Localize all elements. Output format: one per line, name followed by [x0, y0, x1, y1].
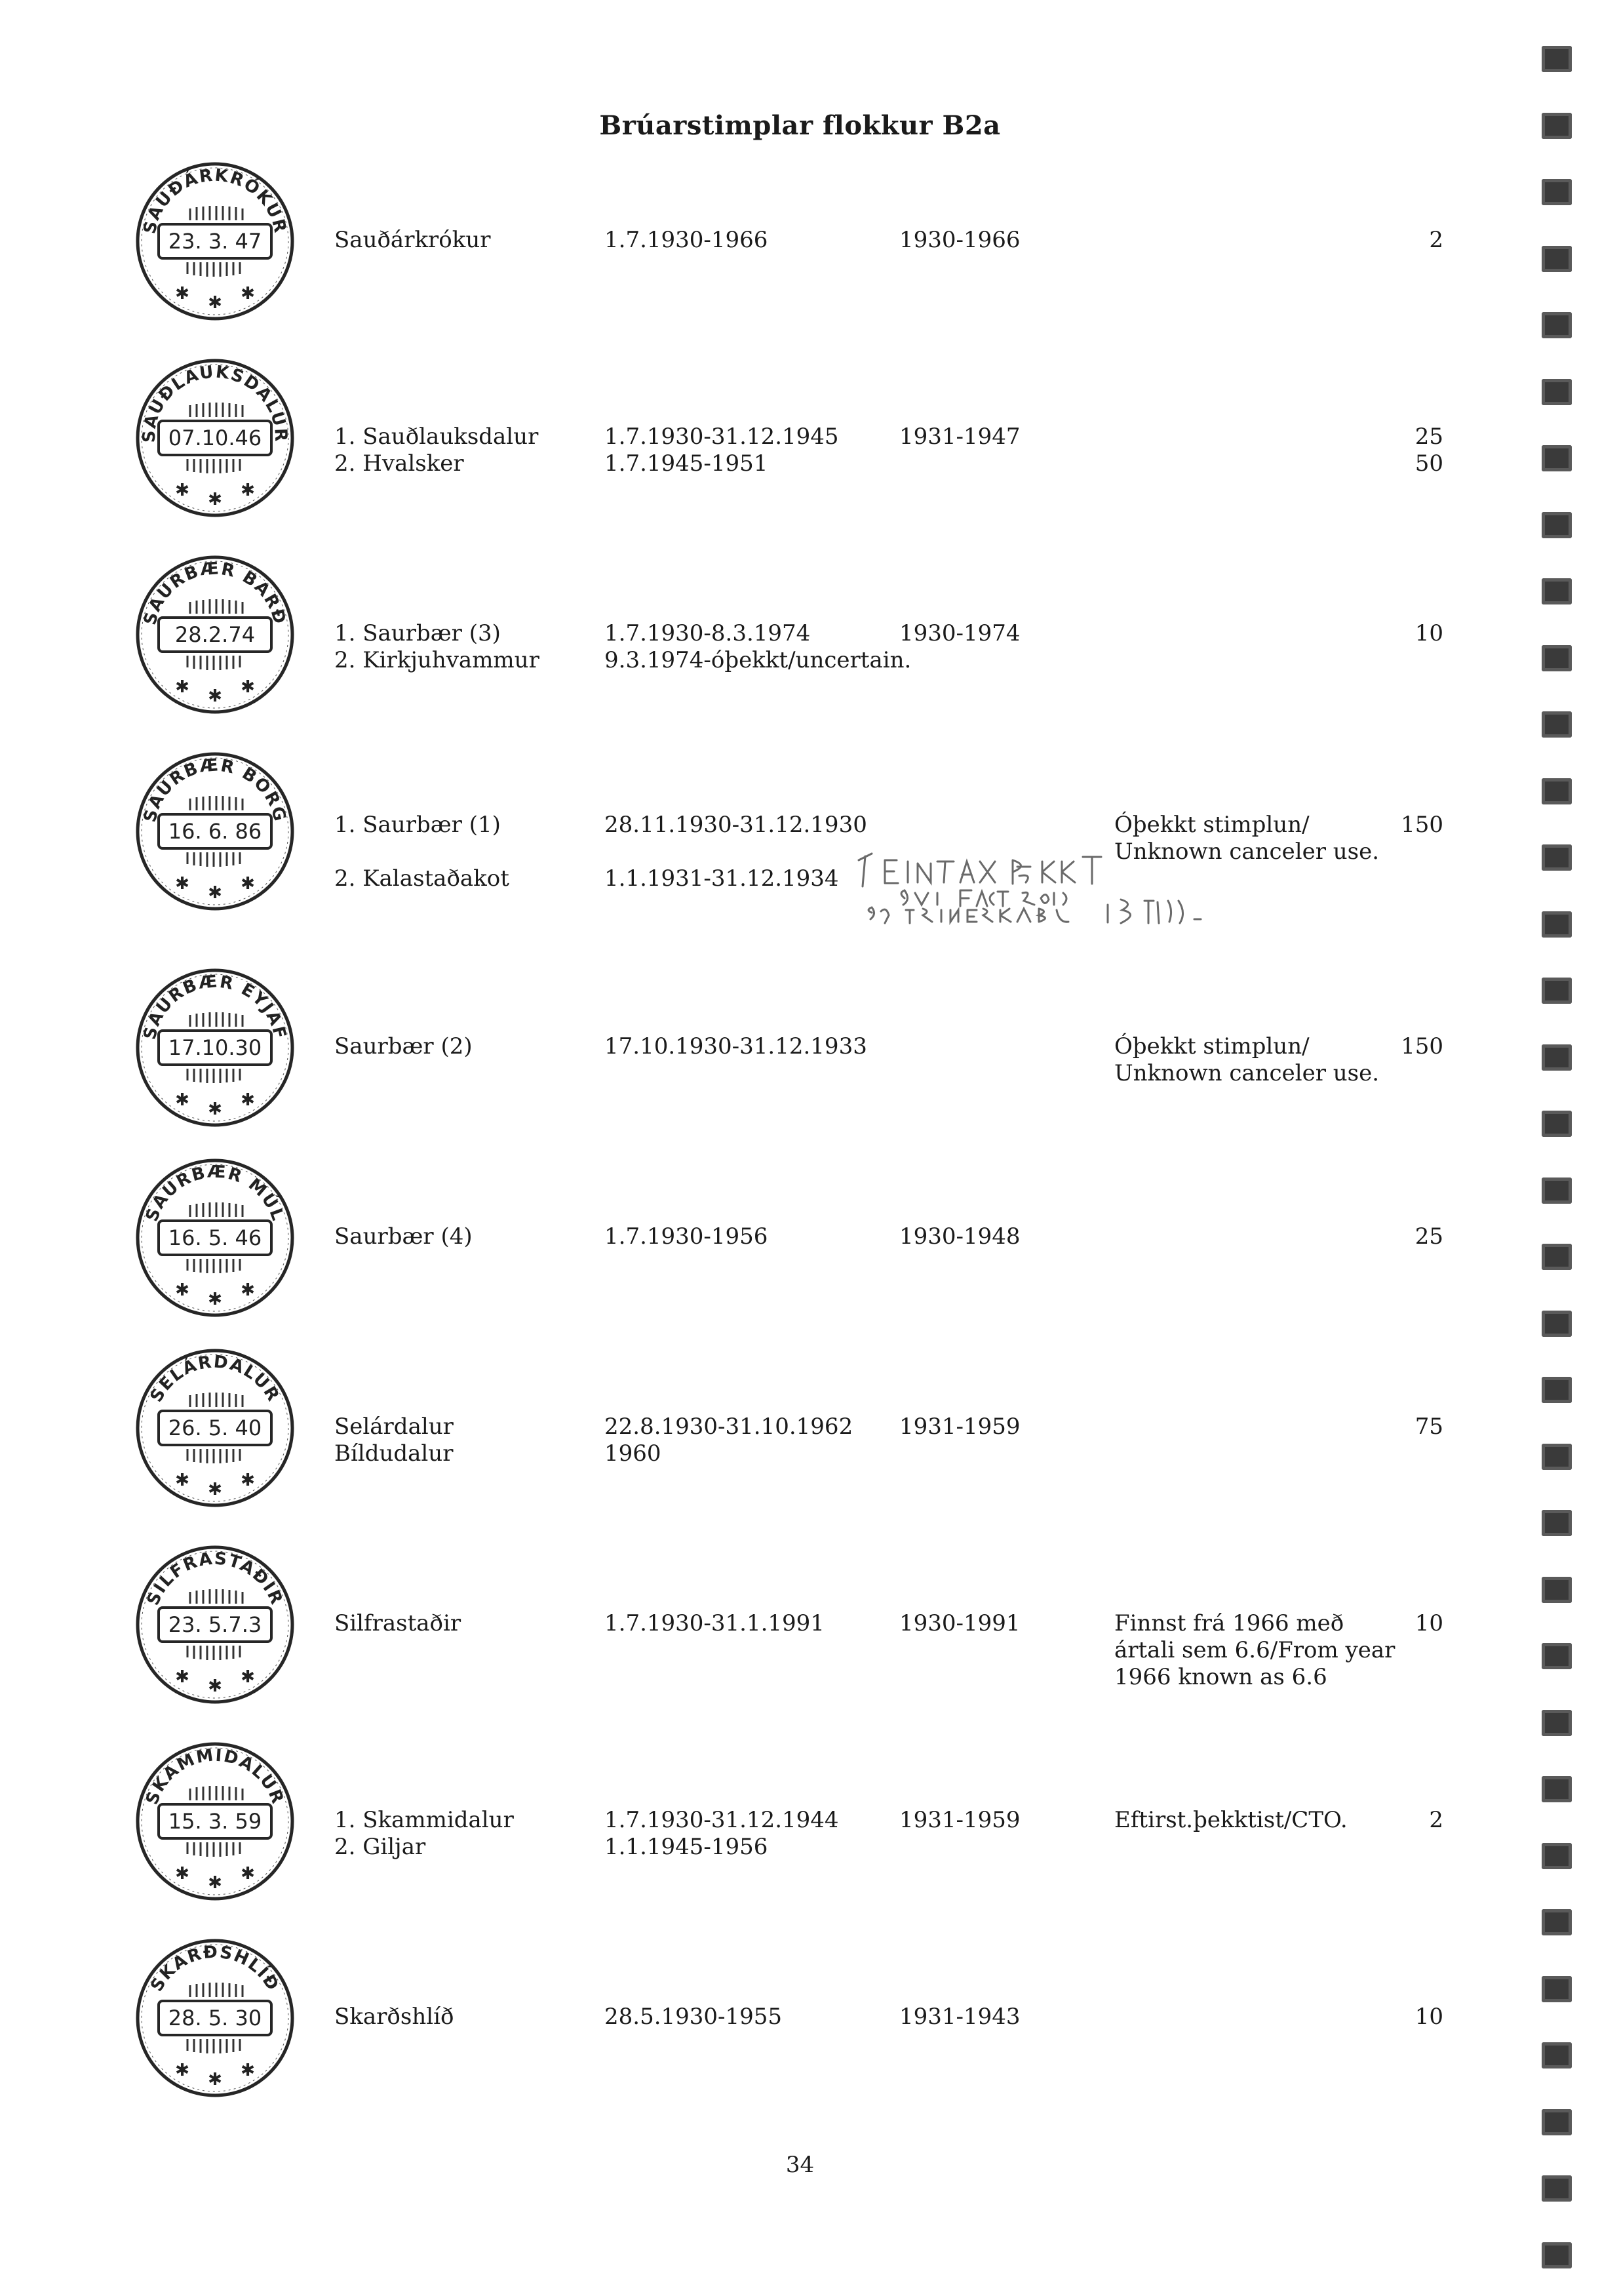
remark: Eftirst.þekktist/CTO.: [1114, 1807, 1348, 1833]
remark: Óþekkt stimplun/: [1114, 812, 1310, 838]
svg-text:SKARÐSHLÍÐ: [147, 1942, 283, 1994]
stamp-place-name: SAURBÆR BARÐ: [140, 559, 290, 627]
postmark-stamp-image: [130, 1343, 300, 1513]
usage-period: 1.7.1930-31.12.1944: [604, 1807, 839, 1833]
postmark-stamp-image: [130, 746, 300, 917]
svg-text:✱: ✱: [208, 1290, 222, 1309]
known-years: 1930-1966: [899, 227, 1021, 253]
binding-hole: [1542, 1909, 1572, 1935]
svg-text:✱: ✱: [175, 1090, 189, 1110]
svg-text:✱: ✱: [175, 481, 189, 500]
usage-period: 1.7.1945-1951: [604, 450, 768, 477]
svg-text:✱: ✱: [241, 2061, 255, 2080]
svg-text:✱: ✱: [175, 1471, 189, 1490]
page-title: Brúarstimplar flokkur B2a: [599, 110, 1001, 141]
stamp-place-name: SKAMMIDALUR: [142, 1745, 288, 1808]
usage-period: 1.1.1931-31.12.1934: [604, 865, 839, 892]
usage-period: 1.7.1930-1966: [604, 227, 768, 253]
known-years: 1931-1947: [899, 424, 1021, 450]
binding-hole: [1542, 179, 1572, 205]
stamp-entry: [0, 549, 1600, 746]
handwritten-annotation: [846, 827, 1213, 926]
stamp-entry: [0, 1539, 1600, 1736]
binding-hole: [1542, 711, 1572, 738]
page-number: 34: [785, 2152, 815, 2178]
svg-text:✱: ✱: [241, 1471, 255, 1490]
post-office-name: Saurbær (4): [334, 1223, 473, 1250]
svg-text:✱: ✱: [208, 1873, 222, 1893]
stamp-date: 28. 5. 30: [168, 2006, 262, 2030]
known-years: 1931-1959: [899, 1414, 1021, 1440]
binding-hole: [1542, 1377, 1572, 1403]
usage-period: 22.8.1930-31.10.1962: [604, 1414, 853, 1440]
binding-hole: [1542, 645, 1572, 671]
catalogue-value: 150: [1401, 1033, 1443, 1059]
stamp-place-name: SAUÐLAUKSDALUR: [139, 362, 291, 443]
binding-hole: [1542, 2109, 1572, 2135]
catalogue-value: 2: [1429, 1807, 1443, 1833]
post-office-name: 1. Saurbær (3): [334, 620, 501, 646]
binding-hole: [1542, 978, 1572, 1004]
usage-period: 28.11.1930-31.12.1930: [604, 812, 867, 838]
catalogue-value: 150: [1401, 812, 1443, 838]
remark: Unknown canceler use.: [1114, 1060, 1380, 1086]
svg-text:SAURBÆR MÚL: [142, 1162, 288, 1225]
svg-text:✱: ✱: [208, 2070, 222, 2089]
postmark-stamp-image: [130, 1736, 300, 1907]
stamp-place-name: SAURBÆR BORG: [140, 755, 290, 825]
post-office-name: 2. Kirkjuhvammur: [334, 647, 539, 673]
remark: Unknown canceler use.: [1114, 839, 1380, 865]
binding-hole: [1542, 1776, 1572, 1802]
stamp-date: 23. 3. 47: [168, 229, 262, 254]
svg-text:✱: ✱: [175, 1667, 189, 1687]
post-office-name: 1. Saurbær (1): [334, 812, 501, 838]
catalogue-value: 50: [1415, 450, 1443, 477]
known-years: 1930-1974: [899, 620, 1021, 646]
binding-hole: [1542, 312, 1572, 338]
stamp-entry: [0, 1343, 1600, 1539]
stamp-entry: [0, 1933, 1600, 2129]
svg-text:✱: ✱: [175, 1280, 189, 1300]
stamp-place-name: SAURBÆR MÚL: [142, 1162, 288, 1225]
svg-text:✱: ✱: [208, 883, 222, 903]
post-office-name: Selárdalur: [334, 1414, 454, 1440]
postmark-stamp-image: [130, 962, 300, 1133]
binding-hole: [1542, 1044, 1572, 1071]
post-office-name: Silfrastaðir: [334, 1610, 461, 1636]
spiral-binding: [1542, 46, 1574, 2275]
svg-text:✱: ✱: [208, 1676, 222, 1696]
remark: Finnst frá 1966 með: [1114, 1610, 1344, 1636]
known-years: 1930-1948: [899, 1223, 1021, 1250]
usage-period: 1.1.1945-1956: [604, 1834, 768, 1860]
svg-text:✱: ✱: [208, 293, 222, 313]
catalogue-value: 25: [1415, 424, 1443, 450]
svg-text:SELÁRDALUR: [147, 1352, 284, 1406]
remark: ártali sem 6.6/From year: [1114, 1637, 1395, 1663]
svg-text:✱: ✱: [208, 1480, 222, 1499]
post-office-name: Bíldudalur: [334, 1440, 454, 1467]
stamp-place-name: SKARÐSHLÍÐ: [147, 1942, 283, 1995]
post-office-name: 2. Kalastaðakot: [334, 865, 509, 892]
svg-text:✱: ✱: [241, 1090, 255, 1110]
catalogue-value: 75: [1415, 1414, 1443, 1440]
stamp-date: 16. 6. 86: [168, 819, 262, 844]
remark: Óþekkt stimplun/: [1114, 1033, 1310, 1059]
known-years: 1931-1959: [899, 1807, 1021, 1833]
postmark-stamp-image: [130, 1933, 300, 2103]
binding-hole: [1542, 1710, 1572, 1736]
catalogue-value: 10: [1415, 2004, 1443, 2030]
svg-text:✱: ✱: [208, 1099, 222, 1119]
stamp-place-name: SAURBÆR EYJAF: [140, 972, 290, 1042]
binding-hole: [1542, 2175, 1572, 2202]
post-office-name: 2. Hvalsker: [334, 450, 464, 477]
binding-hole: [1542, 246, 1572, 272]
binding-hole: [1542, 1111, 1572, 1137]
binding-hole: [1542, 1244, 1572, 1270]
binding-hole: [1542, 445, 1572, 471]
svg-text:SKAMMIDALUR: [142, 1745, 288, 1808]
svg-text:✱: ✱: [241, 677, 255, 697]
binding-hole: [1542, 1577, 1572, 1603]
stamp-entry: [0, 353, 1600, 549]
catalogue-value: 2: [1429, 227, 1443, 253]
usage-period: 1.7.1930-8.3.1974: [604, 620, 811, 646]
binding-hole: [1542, 844, 1572, 871]
usage-period: 9.3.1974-óþekkt/uncertain.: [604, 647, 912, 673]
stamp-date: 16. 5. 46: [168, 1225, 262, 1250]
usage-period: 1.7.1930-31.12.1945: [604, 424, 839, 450]
svg-text:✱: ✱: [241, 481, 255, 500]
stamp-entry: [0, 156, 1600, 353]
postmark-stamp-image: [130, 1153, 300, 1323]
stamp-place-name: SELÁRDALUR: [146, 1352, 284, 1406]
svg-text:✱: ✱: [175, 874, 189, 894]
usage-period: 1.7.1930-1956: [604, 1223, 768, 1250]
svg-text:✱: ✱: [175, 677, 189, 697]
stamp-entry: [0, 1736, 1600, 1933]
stamp-date: 15. 3. 59: [168, 1809, 262, 1834]
binding-hole: [1542, 578, 1572, 604]
binding-hole: [1542, 1843, 1572, 1869]
binding-hole: [1542, 1178, 1572, 1204]
stamp-date: 26. 5. 40: [168, 1415, 262, 1440]
binding-hole: [1542, 512, 1572, 538]
postmark-stamp-image: [130, 1539, 300, 1710]
stamp-date: 28.2.74: [174, 622, 256, 647]
svg-text:✱: ✱: [175, 284, 189, 304]
svg-text:✱: ✱: [241, 874, 255, 894]
svg-text:✱: ✱: [241, 1667, 255, 1687]
post-office-name: Saurbær (2): [334, 1033, 473, 1059]
stamp-place-name: SAUÐÁRKRÓKUR: [140, 165, 290, 236]
usage-period: 17.10.1930-31.12.1933: [604, 1033, 867, 1059]
postmark-stamp-image: [130, 156, 300, 327]
usage-period: 1.7.1930-31.1.1991: [604, 1610, 825, 1636]
stamp-date: 23. 5.7.3: [168, 1612, 262, 1637]
svg-text:SILFRASTAÐIR: [144, 1549, 287, 1609]
binding-hole: [1542, 1311, 1572, 1337]
stamp-entry: [0, 962, 1600, 1159]
stamp-entry: [0, 1153, 1600, 1349]
svg-text:✱: ✱: [175, 1864, 189, 1884]
postmark-stamp-image: [130, 353, 300, 523]
binding-hole: [1542, 1444, 1572, 1470]
svg-text:✱: ✱: [175, 2061, 189, 2080]
usage-period: 28.5.1930-1955: [604, 2004, 783, 2030]
post-office-name: 2. Giljar: [334, 1834, 426, 1860]
svg-text:✱: ✱: [208, 686, 222, 706]
stamp-place-name: SILFRASTAÐIR: [143, 1549, 287, 1609]
post-office-name: Skarðshlíð: [334, 2004, 454, 2030]
svg-text:✱: ✱: [241, 1864, 255, 1884]
known-years: 1931-1943: [899, 2004, 1021, 2030]
binding-hole: [1542, 2042, 1572, 2068]
binding-hole: [1542, 113, 1572, 139]
binding-hole: [1542, 1643, 1572, 1669]
binding-hole: [1542, 778, 1572, 804]
svg-text:✱: ✱: [208, 490, 222, 509]
binding-hole: [1542, 46, 1572, 72]
binding-hole: [1542, 911, 1572, 938]
binding-hole: [1542, 1976, 1572, 2002]
usage-period: 1960: [604, 1440, 661, 1467]
stamp-date: 07.10.46: [168, 426, 262, 450]
known-years: 1930-1991: [899, 1610, 1021, 1636]
post-office-name: 1. Sauðlauksdalur: [334, 424, 539, 450]
catalogue-value: 10: [1415, 620, 1443, 646]
post-office-name: Sauðárkrókur: [334, 227, 491, 253]
svg-text:✱: ✱: [241, 284, 255, 304]
binding-hole: [1542, 2242, 1572, 2268]
stamp-entry: [0, 746, 1600, 943]
binding-hole: [1542, 1510, 1572, 1536]
post-office-name: 1. Skammidalur: [334, 1807, 514, 1833]
svg-text:✱: ✱: [241, 1280, 255, 1300]
remark: 1966 known as 6.6: [1114, 1664, 1327, 1690]
catalogue-value: 10: [1415, 1610, 1443, 1636]
stamp-date: 17.10.30: [168, 1035, 262, 1060]
binding-hole: [1542, 379, 1572, 405]
postmark-stamp-image: [130, 549, 300, 720]
catalogue-value: 25: [1415, 1223, 1443, 1250]
